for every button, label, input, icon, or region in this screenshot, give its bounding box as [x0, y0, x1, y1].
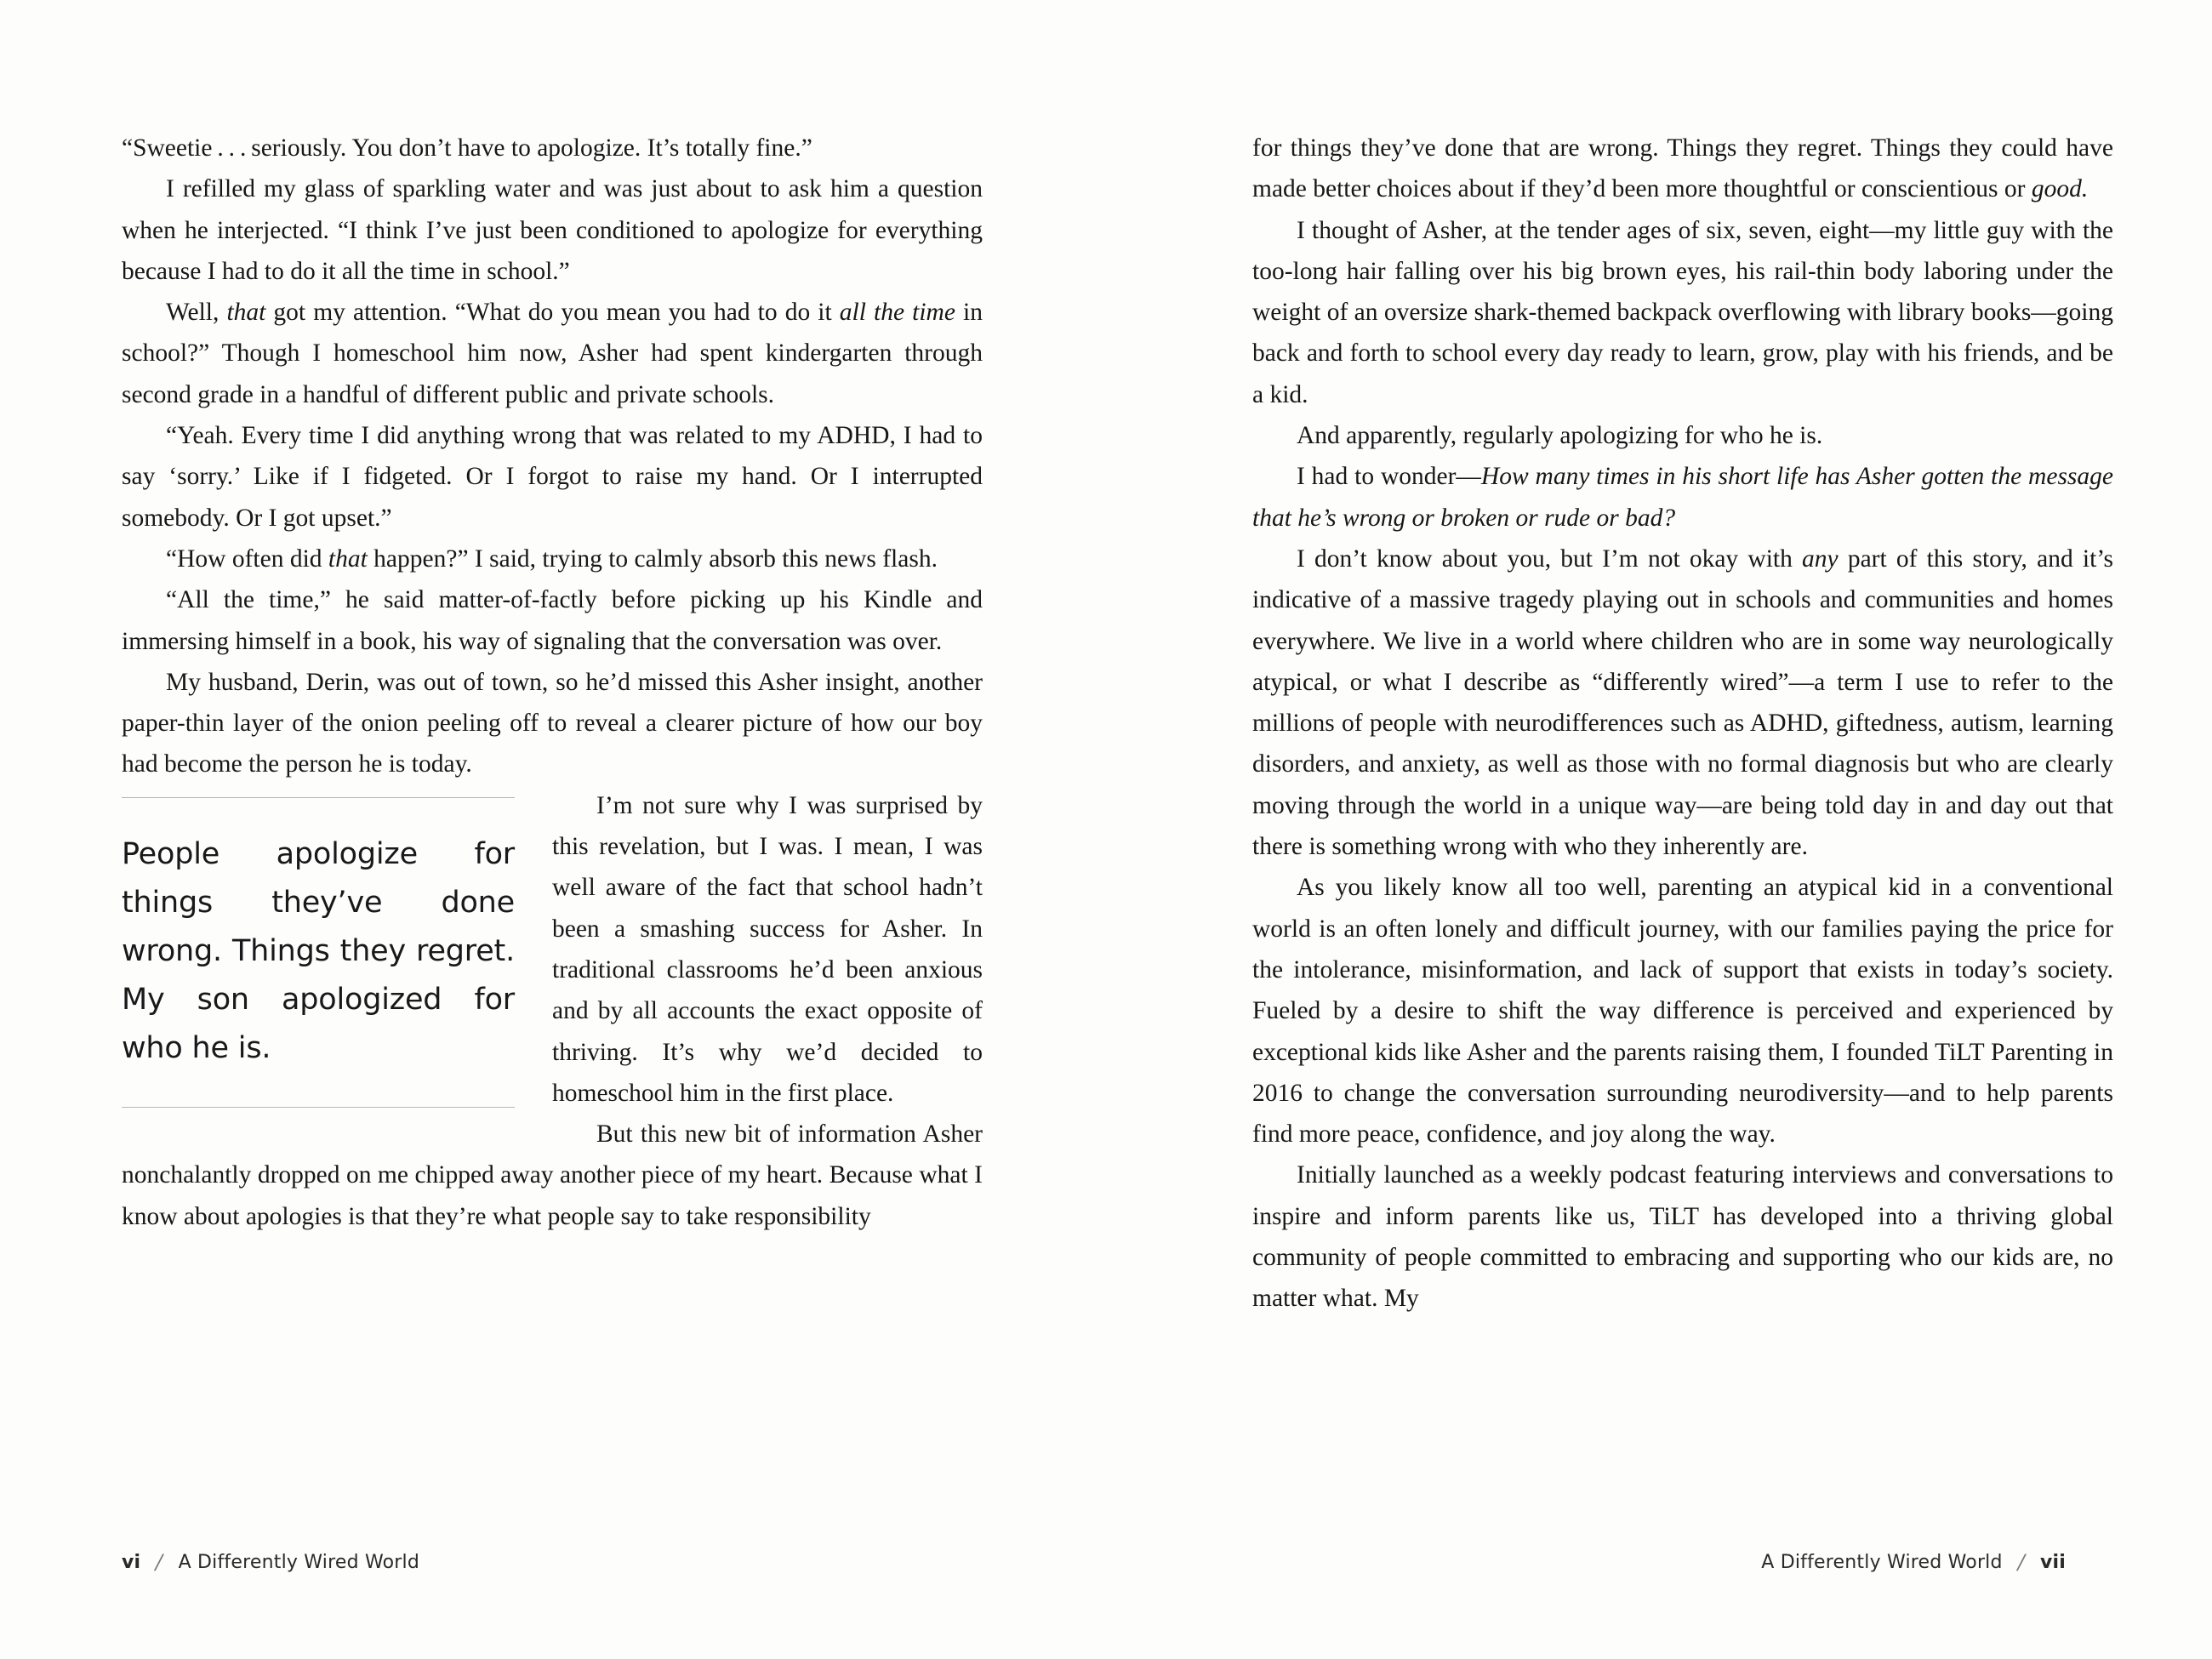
paragraph: My husband, Derin, was out of town, so he’d missed this Asher insight, another paper-thin layer of the onion peeling off to reveal a clearer picture of how our boy had become the person he is today.: [122, 668, 983, 778]
folio-number: vii: [2039, 1551, 2066, 1573]
emphasis: that: [226, 299, 266, 327]
paragraph: But this new bit of information Asher nonchalantly dropped on me chipped away another piece of my heart. Because what I know about apologies is that they’re what people say to take responsibility: [122, 1120, 983, 1230]
footer-slash-icon: /: [2015, 1550, 2027, 1574]
paragraph: I don’t know about you, but I’m not okay with any part of this story, and it’s indicative of a massive tragedy playing out in schools and communities and homes everywhere. We live in a world where children who are in some way neurologically atypical, or what I describe as “differently wired”—a term I use to refer to the millions of people with neurodifferences such as ADHD, giftedness, autism, learning disorders, and anxiety, as well as those with no formal diagnosis but who are clearly moving through the world in a unique way—are being told day in and day out that there is something wrong with who they inherently are.: [1252, 544, 2113, 861]
emphasis: any: [1802, 544, 1839, 573]
paragraph: “How often did that happen?” I said, trying to calmly absorb this news flash.: [166, 544, 938, 573]
paragraph: I thought of Asher, at the tender ages of six, seven, eight—my little guy with the too-long hair falling over his big brown eyes, his rail-thin body laboring under the weight of an oversize shark-themed backpack overflowing with library books—going back and forth to school every day ready to learn, grow, play with his friends, and be a kid.: [1252, 216, 2113, 408]
paragraph: “Yeah. Every time I did anything wrong that was related to my ADHD, I had to say ‘sorry.’ Like if I fidgeted. Or I forgot to raise my hand. Or I interrupted somebody. Or I got upset.”: [122, 422, 983, 532]
paragraph: Well, that got my attention. “What do you mean you had to do it all the time in school?” Though I homeschool him now, Asher had spent kindergarten through second grade in a handful of different public and private schools.: [122, 299, 983, 408]
paragraph: Initially launched as a weekly podcast featuring interviews and conversations to inspire and inform parents like us, TiLT has developed into a thriving global community of people committed to embracing and supporting who our kids are, no matter what. My: [1252, 1161, 2113, 1313]
paragraph: I refilled my glass of sparkling water and was just about to ask him a question when he interjected. “I think I’ve just been conditioned to apologize for everything because I had to do it all the time in school.”: [122, 175, 983, 285]
paragraph: for things they’ve done that are wrong. Things they regret. Things they could have made better choices about if they’d been more thoughtful or conscientious or good.: [1252, 134, 2113, 203]
emphasis: all the time: [839, 299, 955, 327]
right-page: [1106, 0, 2212, 1659]
right-page-text-column: [1252, 128, 2113, 1320]
left-page-footer: [122, 1550, 419, 1574]
pull-quote: [122, 797, 515, 1108]
pull-quote-text: People apologize for things they’ve done wrong. Things they regret. My son apologized for who he is.: [122, 836, 515, 1065]
folio-number: vi: [122, 1551, 141, 1573]
running-head: A Differently Wired World: [1761, 1551, 2003, 1573]
paragraph: I’m not sure why I was surprised by this revelation, but I was. I mean, I was well aware of the fact that school hadn’t been a smashing success for Asher. In traditional classrooms he’d been anxious and by all accounts the exact opposite of thriving. It’s why we’d decided to homeschool him in the first place.: [552, 791, 983, 1107]
paragraph: “All the time,” he said matter-of-factly before picking up his Kindle and immersing himself in a book, his way of signaling that the conversation was over.: [122, 586, 983, 655]
emphasis: good.: [2031, 175, 2089, 203]
paragraph: I had to wonder—How many times in his short life has Asher gotten the message that he’s wrong or broken or rude or bad?: [1252, 463, 2113, 532]
right-page-footer: [1761, 1550, 2066, 1574]
running-head: A Differently Wired World: [178, 1551, 419, 1573]
emphasis: that: [328, 544, 368, 573]
footer-slash-icon: /: [153, 1550, 166, 1574]
paragraph: “Sweetie . . . seriously. You don’t have to apologize. It’s totally fine.”: [122, 134, 812, 162]
left-page-text-column: [122, 128, 983, 1237]
paragraph: And apparently, regularly apologizing for who he is.: [1297, 422, 1823, 450]
pull-quote-rule-bottom: [122, 1107, 515, 1108]
paragraph: As you likely know all too well, parenting an atypical kid in a conventional world is an often lonely and difficult journey, with our families paying the price for the intolerance, misinformation, and lack of support that exists in today’s society. Fueled by a desire to shift the way difference is perceived and experienced by exceptional kids like Asher and the parents raising them, I founded TiLT Parenting in 2016 to change the conversation surrounding neurodiversity—and to help parents find more peace, confidence, and joy along the way.: [1252, 874, 2113, 1149]
emphasis: How many times in his short life has Asher gotten the message that he’s wrong or broken or rude or bad?: [1252, 463, 2113, 532]
